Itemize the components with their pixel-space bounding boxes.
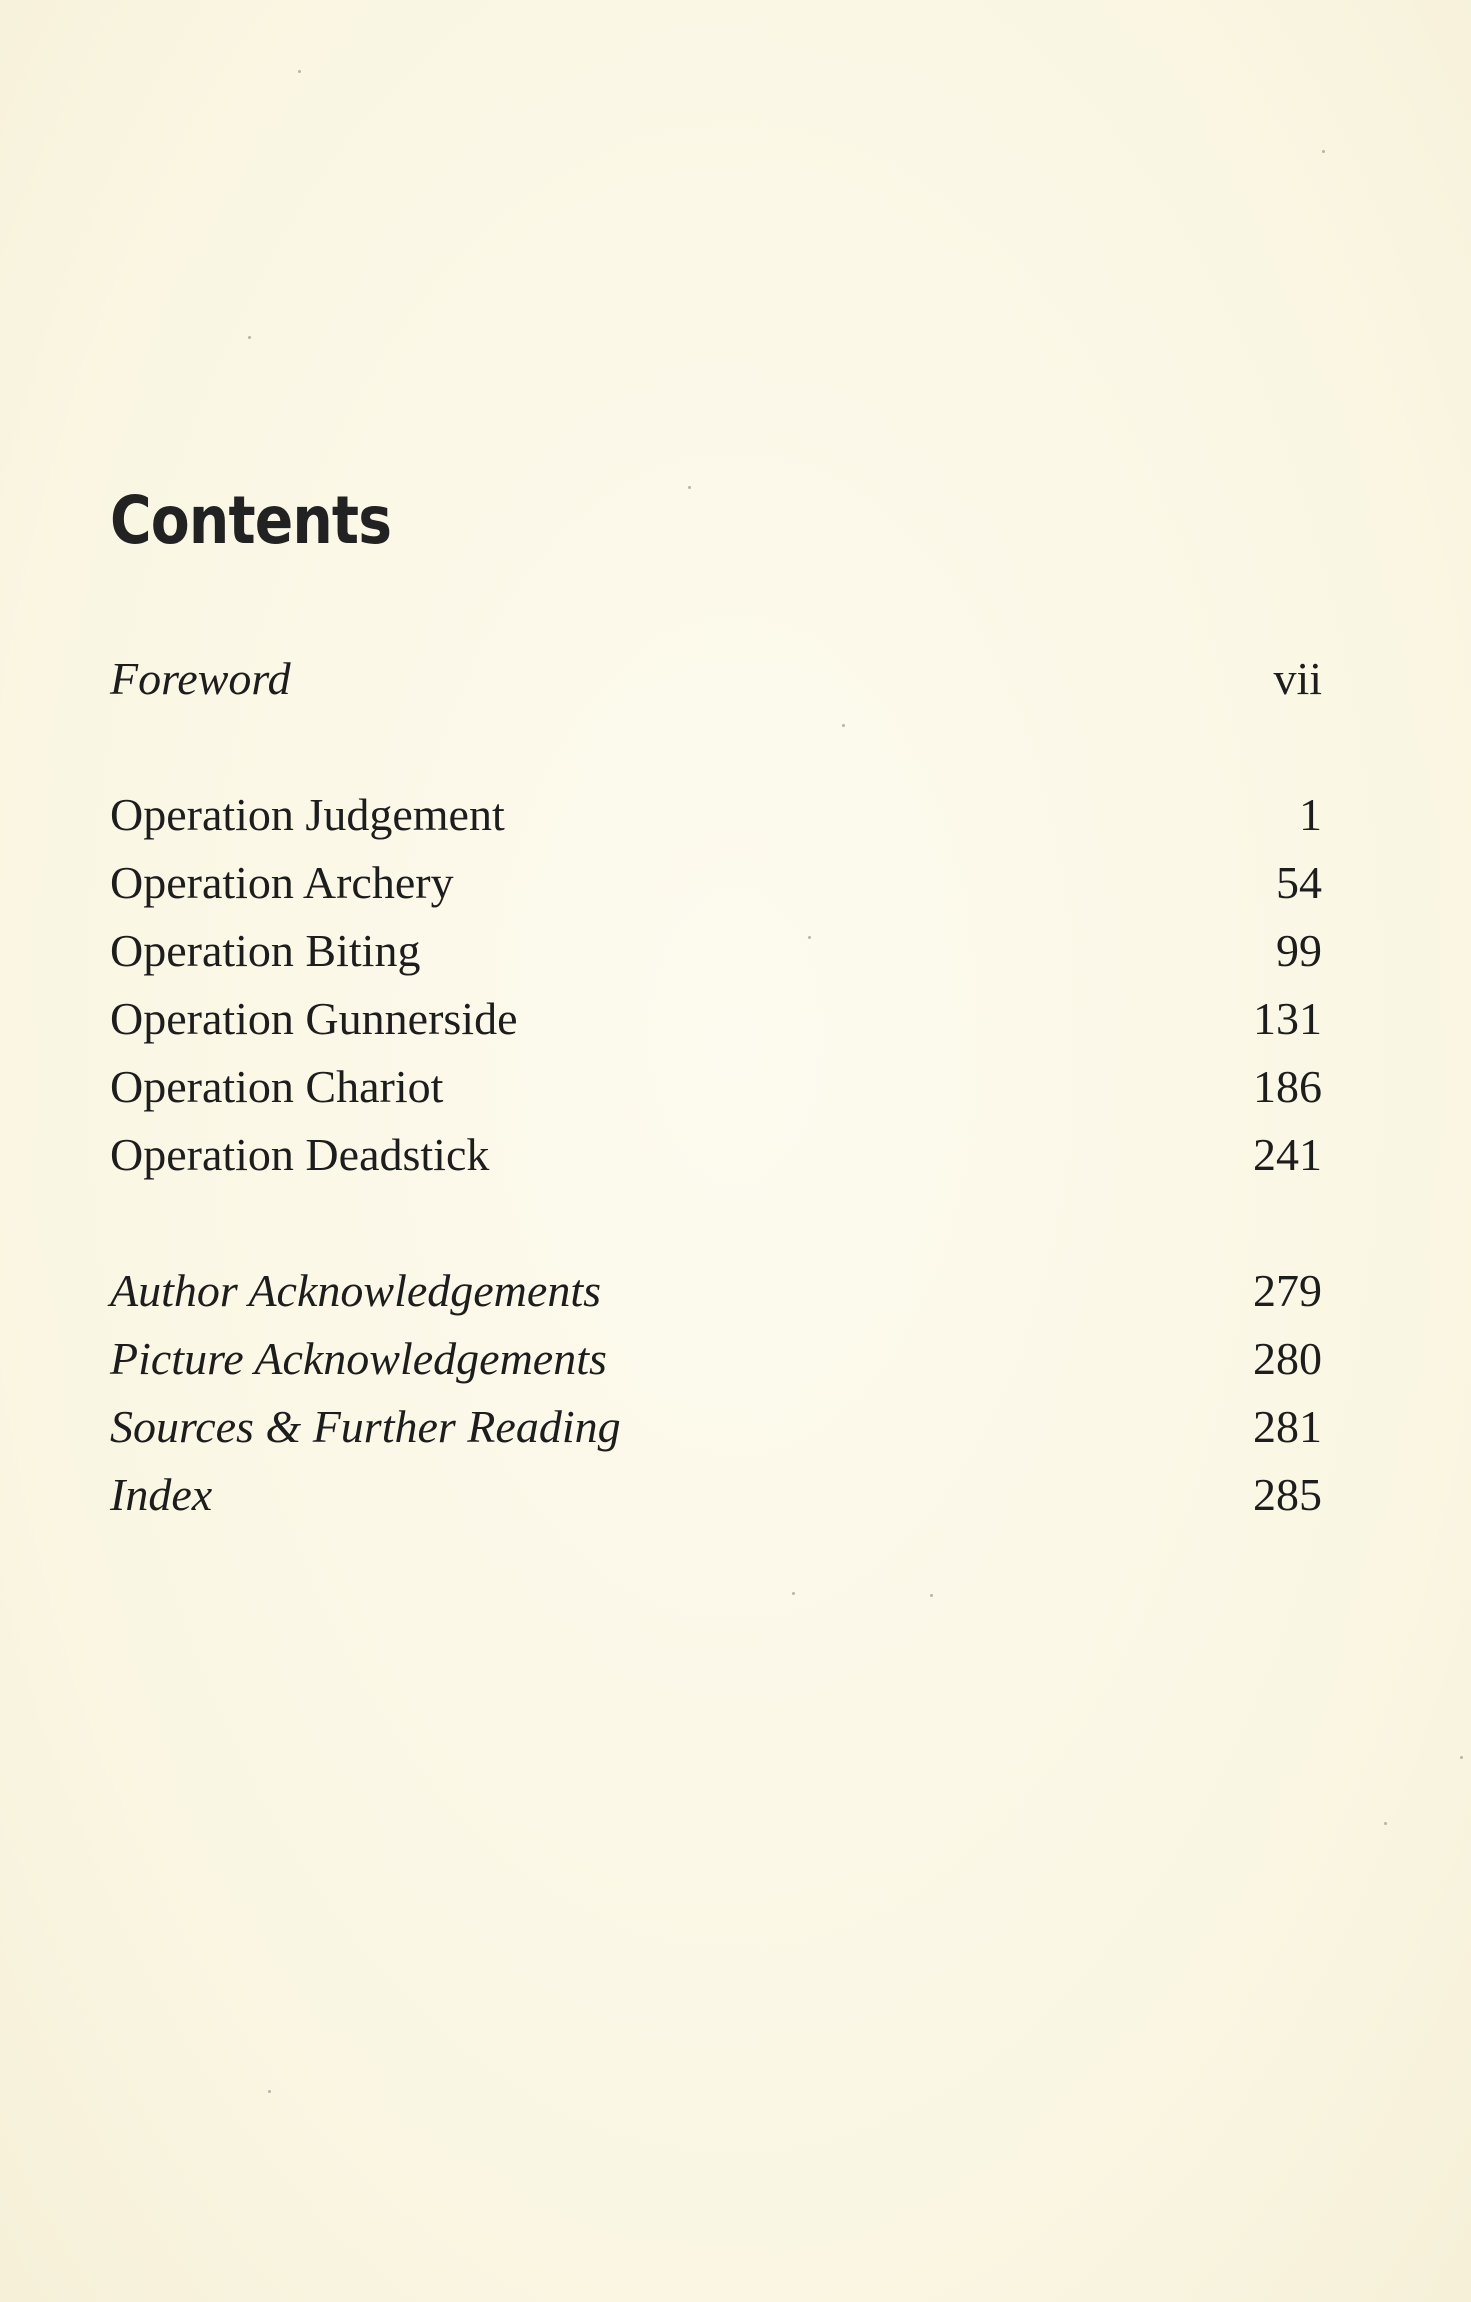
toc-entry-page: vii [1273, 653, 1322, 704]
toc-entry-page: 281 [1253, 1401, 1322, 1452]
toc-entry-page: 99 [1276, 925, 1322, 976]
toc-entry-page: 54 [1276, 857, 1322, 908]
toc-entry-title: Picture Acknowledgements [110, 1333, 607, 1384]
toc-entry-chapter [110, 925, 1322, 976]
toc-entry-back-matter [110, 1265, 1322, 1316]
toc-entry-title: Author Acknowledgements [110, 1265, 601, 1316]
toc-entry-page: 285 [1253, 1469, 1322, 1520]
toc-entry-page: 131 [1253, 993, 1322, 1044]
paper-speck [268, 2090, 271, 2093]
paper-speck [1384, 1822, 1387, 1825]
toc-entry-chapter [110, 993, 1322, 1044]
toc-entry-page: 279 [1253, 1265, 1322, 1316]
toc-entry-title: Operation Gunnerside [110, 993, 518, 1044]
toc-entry-chapter [110, 1061, 1322, 1112]
toc-entry-title: Operation Judgement [110, 789, 505, 840]
toc-entry-page: 1 [1299, 789, 1322, 840]
toc-entry-page: 186 [1253, 1061, 1322, 1112]
toc-entry-page: 241 [1253, 1129, 1322, 1180]
toc-entry-title: Operation Chariot [110, 1061, 444, 1112]
toc-entry-back-matter [110, 1469, 1322, 1520]
toc-entry-back-matter [110, 1333, 1322, 1384]
toc-entry-chapter [110, 857, 1322, 908]
toc-entry-chapter [110, 1129, 1322, 1180]
paper-speck [930, 1594, 933, 1597]
toc-entry-chapter [110, 789, 1322, 840]
paper-speck [248, 336, 251, 339]
toc-entry-title: Sources & Further Reading [110, 1401, 621, 1452]
paper-speck [792, 1592, 795, 1595]
page-title: Contents [110, 482, 392, 559]
toc-entry-page: 280 [1253, 1333, 1322, 1384]
paper-speck [1322, 150, 1325, 153]
toc-entry-title: Operation Archery [110, 857, 454, 908]
paper-speck [1460, 1756, 1463, 1759]
toc-entry-back-matter [110, 1401, 1322, 1452]
toc-entry-title: Foreword [110, 653, 291, 704]
paper-speck [298, 70, 301, 73]
toc-entry-title: Operation Deadstick [110, 1129, 490, 1180]
paper-speck [808, 936, 811, 939]
toc-entry-foreword [110, 653, 1322, 704]
paper-speck [842, 724, 845, 727]
toc-entry-title: Index [110, 1469, 213, 1520]
paper-speck [688, 486, 691, 489]
toc-entry-title: Operation Biting [110, 925, 421, 976]
